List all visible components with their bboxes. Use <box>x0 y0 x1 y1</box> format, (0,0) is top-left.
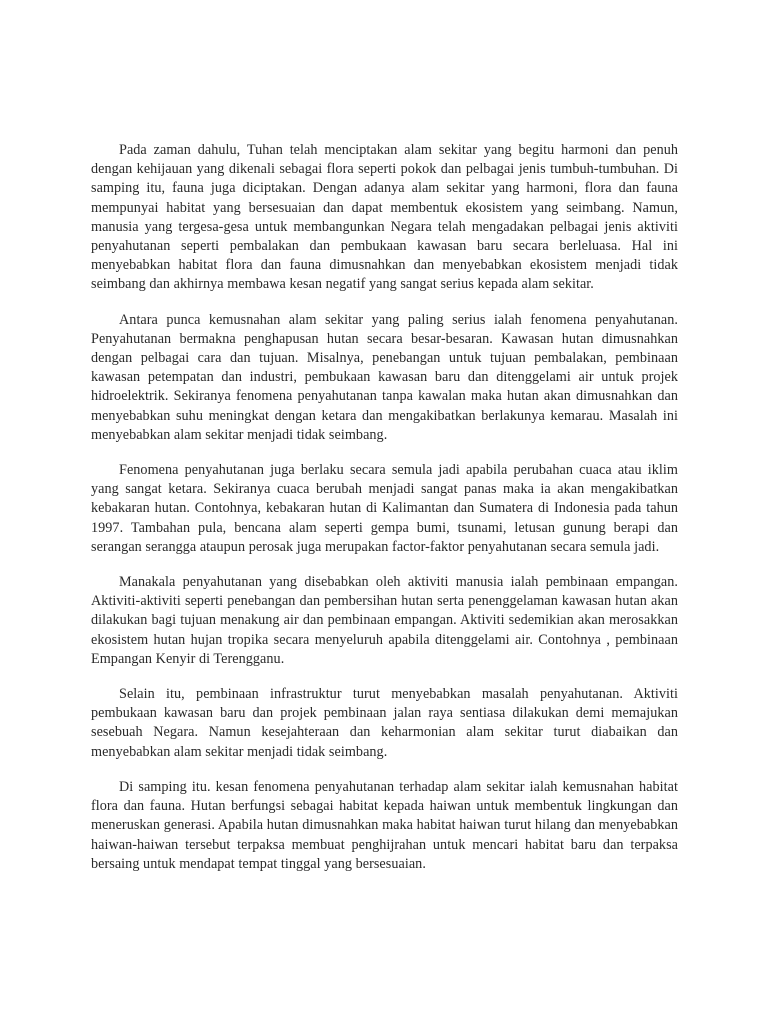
paragraph-2: Antara punca kemusnahan alam sekitar yang paling serius ialah fenomena penyahutanan. Penyahutanan bermakna penghapusan hutan secara besar-besaran. Kawasan hutan dimusnahkan dengan pelbagai cara dan tujuan. Misalnya, penebangan untuk tujuan pembalakan, pembinaan kawasan petempatan dan industri, pembukaan kawasan baru dan ditenggelami air untuk projek hidroelektrik. Sekiranya fenomena penyahutanan tanpa kawalan maka hutan akan dimusnahkan dan menyebabkan suhu meningkat dengan ketara dan mengakibatkan berlakunya kemarau. Masalah ini menyebabkan alam sekitar menjadi tidak seimbang. <box>91 311 678 443</box>
document-body <box>91 141 678 890</box>
paragraph-1: Pada zaman dahulu, Tuhan telah menciptakan alam sekitar yang begitu harmoni dan penuh dengan kehijauan yang dikenali sebagai flora seperti pokok dan pelbagai jenis tumbuh-tumbuhan. Di samping itu, fauna juga diciptakan. Dengan adanya alam sekitar yang harmoni, flora dan fauna mempunyai habitat yang bersesuaian dan dapat membentuk ekosistem yang seimbang. Namun, manusia yang tergesa-gesa untuk membangunkan Negara telah mengadakan pelbagai jenis aktiviti penyahutanan seperti pembalakan dan pembukaan kawasan baru secara berleluasa. Hal ini menyebabkan habitat flora dan fauna dimusnahkan dan menyebabkan ekosistem menjadi tidak seimbang dan akhirnya membawa kesan negatif yang sangat serius kepada alam sekitar. <box>91 142 678 293</box>
paragraph-3: Fenomena penyahutanan juga berlaku secara semula jadi apabila perubahan cuaca atau iklim yang sangat ketara. Sekiranya cuaca berubah menjadi sangat panas maka ia akan mengakibatkan kebakaran hutan. Contohnya, kebakaran hutan di Kalimantan dan Sumatera di Indonesia pada tahun 1997. Tambahan pula, bencana alam seperti gempa bumi, tsunami, letusan gunung berapi dan serangan serangga ataupun perosak juga merupakan factor-faktor penyahutanan secara semula jadi. <box>91 462 678 555</box>
paragraph-4: Manakala penyahutanan yang disebabkan oleh aktiviti manusia ialah pembinaan empangan. Aktiviti-aktiviti seperti penebangan dan pembersihan hutan serta penenggelaman kawasan hutan akan dilakukan bagi tujuan menakung air dan pembinaan empangan. Aktiviti sedemikian akan merosakkan ekosistem hutan hujan tropika secara menyeluruh apabila ditenggelami air. Contohnya , pembinaan Empangan Kenyir di Terengganu. <box>91 574 678 667</box>
paragraph-5: Selain itu, pembinaan infrastruktur turut menyebabkan masalah penyahutanan. Aktiviti pembukaan kawasan baru dan projek pembinaan jalan raya sentiasa dilakukan demi memajukan sesebuah Negara. Namun kesejahteraan dan keharmonian alam sekitar turut diabaikan dan menyebabkan alam sekitar menjadi tidak seimbang. <box>91 686 678 760</box>
paragraph-6: Di samping itu. kesan fenomena penyahutanan terhadap alam sekitar ialah kemusnahan habitat flora dan fauna. Hutan berfungsi sebagai habitat kepada haiwan untuk membentuk lingkungan dan meneruskan generasi. Apabila hutan dimusnahkan maka habitat haiwan turut hilang dan menyebabkan haiwan-haiwan tersebut terpaksa membuat penghijrahan untuk mencari habitat baru dan terpaksa bersaing untuk mendapat tempat tinggal yang bersesuaian. <box>91 778 678 872</box>
